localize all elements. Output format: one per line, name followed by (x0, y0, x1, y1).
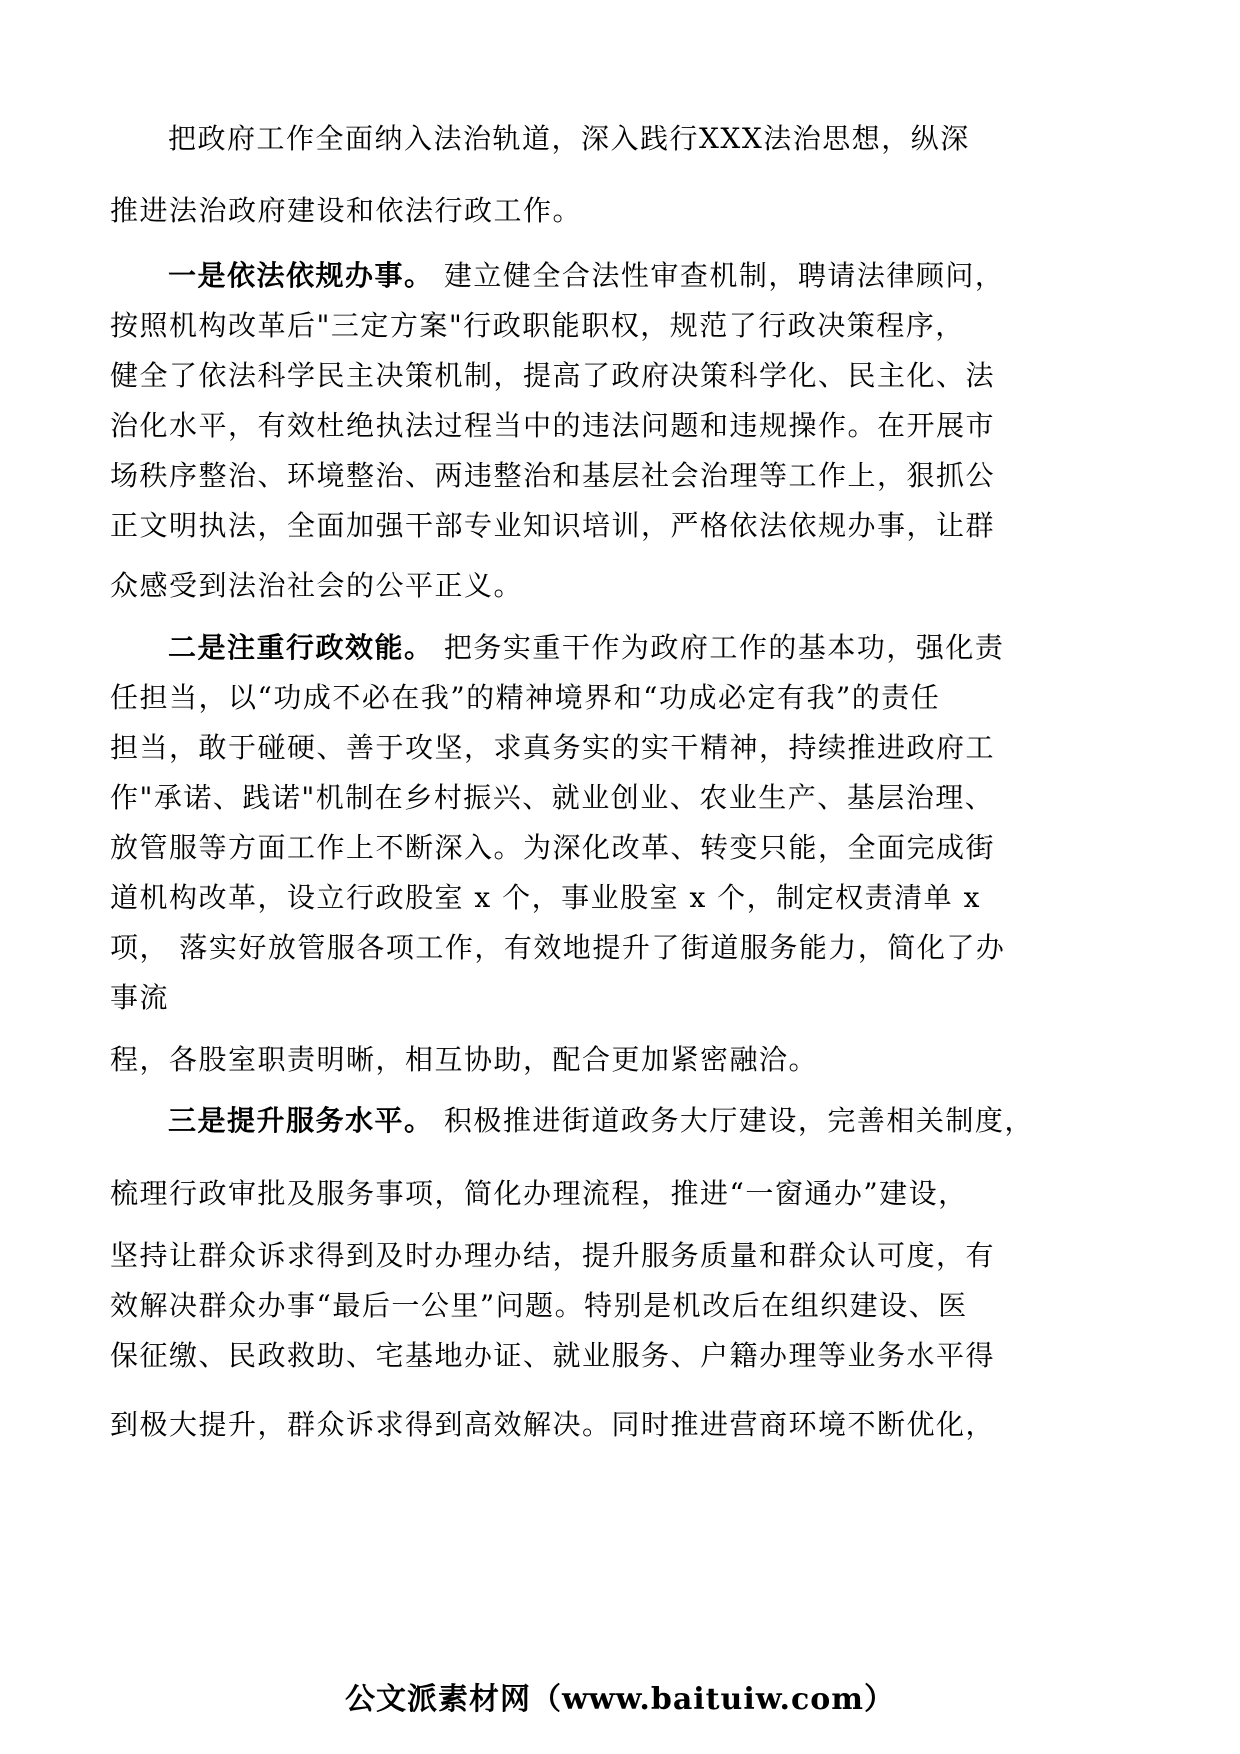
heading-line-1 (168, 256, 1004, 296)
paragraph-line: 推进法治政府建设和依法行政工作。 (110, 194, 583, 227)
heading-line-2 (168, 628, 1004, 668)
footer-watermark: 公文派素材网（www.baituiw.com） (344, 1682, 896, 1717)
paragraph-line: 效解决群众办事“最后一公里”问题。特别是机改后在组织建设、医 (110, 1289, 968, 1322)
paragraph-line: 事流 (110, 981, 170, 1014)
paragraph-line: 坚持让群众诉求得到及时办理办结，提升服务质量和群众认可度，有 (110, 1239, 996, 1272)
heading-3-bold: 三是提升服务水平。 (168, 1104, 434, 1137)
paragraph-line: 治化水平，有效杜绝执法过程当中的违法问题和违规操作。在开展市 (110, 409, 996, 442)
paragraph-line: 任担当，以“功成不必在我”的精神境界和“功成必定有我”的责任 (110, 681, 941, 714)
paragraph-line: 项， 落实好放管服各项工作，有效地提升了街道服务能力，简化了办 (110, 931, 1006, 964)
paragraph-line: 把政府工作全面纳入法治轨道，深入践行XXX法治思想，纵深 (168, 122, 970, 155)
heading-1-text: 建立健全合法性审查机制，聘请法律顾问， (433, 259, 1005, 292)
paragraph-line: 健全了依法科学民主决策机制，提高了政府决策科学化、民主化、法 (110, 359, 996, 392)
paragraph-line: 程，各股室职责明晰，相互协助，配合更加紧密融洽。 (110, 1043, 819, 1076)
paragraph-line: 担当，敢于碰硬、善于攻坚，求真务实的实干精神，持续推进政府工 (110, 731, 996, 764)
paragraph-line: 正文明执法，全面加强干部专业知识培训，严格依法依规办事，让群 (110, 509, 996, 542)
heading-1-bold: 一是依法依规办事。 (168, 259, 434, 292)
paragraph-line: 众感受到法治社会的公平正义。 (110, 569, 524, 602)
heading-line-3 (168, 1101, 1034, 1141)
heading-2-bold: 二是注重行政效能。 (168, 631, 434, 664)
paragraph-line: 到极大提升，群众诉求得到高效解决。同时推进营商环境不断优化， (110, 1408, 996, 1441)
paragraph-line: 保征缴、民政救助、宅基地办证、就业服务、户籍办理等业务水平得 (110, 1339, 996, 1372)
paragraph-line: 梳理行政审批及服务事项，简化办理流程，推进“一窗通办”建设， (110, 1177, 968, 1210)
paragraph-line: 场秩序整治、环境整治、两违整治和基层社会治理等工作上，狠抓公 (110, 459, 996, 492)
paragraph-line: 道机构改革，设立行政股室 x 个，事业股室 x 个，制定权责清单 x (110, 881, 981, 914)
heading-2-text: 把务实重干作为政府工作的基本功，强化责 (433, 631, 1005, 664)
paragraph-line: 按照机构改革后"三定方案"行政职能职权，规范了行政决策程序， (110, 309, 965, 342)
heading-3-text: 积极推进街道政务大厅建设，完善相关制度， (433, 1104, 1034, 1137)
paragraph-line: 放管服等方面工作上不断深入。为深化改革、转变只能，全面完成街 (110, 831, 996, 864)
paragraph-line: 作"承诺、践诺"机制在乡村振兴、就业创业、农业生产、基层治理、 (110, 781, 995, 814)
